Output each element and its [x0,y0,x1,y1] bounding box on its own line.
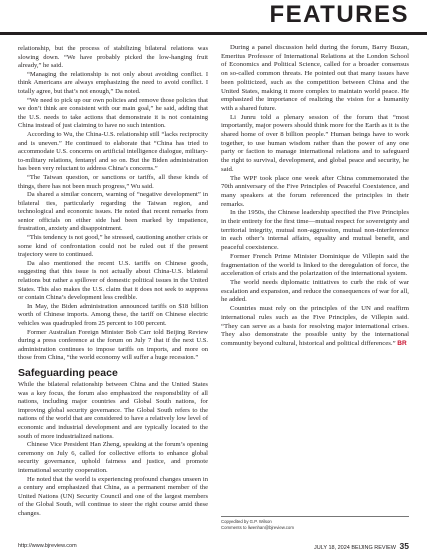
end-mark: BR [397,339,407,347]
body-paragraph: Da shared a similar concern, warning of “negative development” in bilateral ties, particularly regarding the Taiwan region, and technological and economic issues. He noted that recent remarks from senior officials on either side had been marked by impatience, frustration, anxiety and disappointment. [18,191,208,233]
body-paragraph: Former Australian Foreign Minister Bob Carr told Beijing Review during a press conference at the forum on July 7 that if the next U.S. administration continues to impose tariffs on imports, and more on those from China, “the world economy will suffer a huge recession.” [18,328,208,362]
copyedit-credit: Copyedited by G.P. Wilson [221,519,272,524]
issue-line: JULY 18, 2024 BEIJING REVIEW [313,545,396,551]
right-column [221,44,409,349]
footer-url: http://www.bjreview.com [18,543,77,549]
body-paragraph: While the bilateral relationship between China and the United States was a key focus, the forum also emphasized the responsibility of all nations, including major countries and Global South nations, for improving global security governance. The Global South refers to the nations of the world that are considered to have a relatively low level of economic and industrial development and are typically located to the south of more industrialized nations. [18,380,208,440]
subheading: Safeguarding peace [18,366,118,379]
body-paragraph: He noted that the world is experiencing profound changes unseen in a century and emphasized that China, as a permanent member of the United Nations (UN) Security Council and one of the largest members of the Global South, will continue to steer the right course amid these changes. [18,475,208,517]
section-title: FEATURES [269,1,409,28]
header-rule [0,32,427,35]
section-header [0,0,427,36]
body-paragraph: In the 1950s, the Chinese leadership specified the Five Principles in their entirety for the first time—mutual respect for sovereignty and territorial integrity, mutual non-aggression, mutual non-interference in each other’s internal affairs, equality and mutual benefit, and peaceful coexistence. [221,209,409,252]
body-paragraph [221,305,409,349]
body-paragraph: “The Taiwan question, or sanctions or tariffs, all these kinds of things, there has not been much progress,” Wu said. [18,173,208,190]
body-paragraph: According to Wu, the China-U.S. relationship still “lacks reciprocity and is uneven.” He continued to elaborate that “China has tried to accommodate U.S. concerns on artificial intelligence dialogue, military-to-military relations, fentanyl and so on. But the Biden administration has been very reluctant to address China’s concerns.” [18,130,208,173]
credits [221,519,409,531]
body-paragraph: The WPF took place one week after China commemorated the 70th anniversary of the Five Principles of Peaceful Coexistence, and many speakers at the forum referenced the principles in their remarks. [221,174,409,208]
body-paragraph: Li Junru told a plenary session of the forum that “most importantly, major powers should think more for the Earth as it is the shared home of over 8 billion people.” Human beings have to work together, to use human wisdom rather than the power of any one party or faction to manage international relations and to safeguard the right to survival, development, and global peace and security, he said. [221,113,409,173]
credit-divider [221,516,409,517]
body-paragraph: During a panel discussion held during the forum, Barry Buzan, Emeritus Professor of International Relations at the London School of Economics and Political Science, called for a broader consensus on so-called common threats. He pointed out that many issues have been politicized, such as the competition between China and the United States, making it more complex to maintain world peace. He emphasized the importance of realizing the vision for a humanity with a shared future. [221,44,409,112]
body-paragraph: In May, the Biden administration announced tariffs on $18 billion worth of Chinese imports. Among these, the tariff on Chinese electric vehicles was quadrupled from 25 percent to 100 percent. [18,302,208,327]
left-column [18,45,208,518]
body-paragraph: The world needs diplomatic initiatives to curb the risk of war escalation and expansion, and reduce the consequences of war for all, he added. [221,278,409,304]
body-paragraph: “This tendency is not good,” he stressed, cautioning another crisis or some kind of confrontation could not be ruled out if the present trajectory were to continued. [18,234,208,259]
body-paragraph: “Managing the relationship is not only about avoiding conflict. I think Americans are always emphasizing the need to avoid conflict. I totally agree, but that’s not enough,” Da noted. [18,70,208,95]
body-paragraph: Chinese Vice President Han Zheng, speaking at the forum’s opening ceremony on July 6, called for collective efforts to enhance global security governance, uphold fairness and justice, and promote international security cooperation. [18,441,208,474]
body-paragraph: Former French Prime Minister Dominique de Villepin said the fragmentation of the world is linked to the deregulation of force, the acceleration of crisis and the polarization of the international system. [221,252,409,278]
page-number: 35 [399,541,409,551]
body-paragraph: Da also mentioned the recent U.S. tariffs on Chinese goods, suggesting that this issue is not actually about China-U.S. bilateral relations but rather a spillover of domestic political issues in the United States. This also makes the U.S. claim that it does not seek to suppress or contain China’s development less credible. [18,259,208,302]
footer-issue [314,541,409,551]
paragraph-text: Countries must rely on the principles of the UN and reaffirm international rules such as the Five Principles, de Villepin said. “They can serve as a basis for resolving major international crises. They also demonstrate the possible unity by the international community beyond cultural, historical and political differences.” [221,305,409,347]
body-paragraph: relationship, but the process of stabilizing bilateral relations was slowing down. “We have probably picked the low-hanging fruit already,” he said. [18,45,208,70]
contact-credit: Comments to liwenhan@bjreview.com [221,525,294,530]
body-paragraph: “We need to pick up our own policies and remove those policies that we don’t think are consistent with our main goal,” he said, adding that the U.S. needs to take actions that demonstrate it is not containing China instead of just claiming to have no such intention. [18,96,208,130]
